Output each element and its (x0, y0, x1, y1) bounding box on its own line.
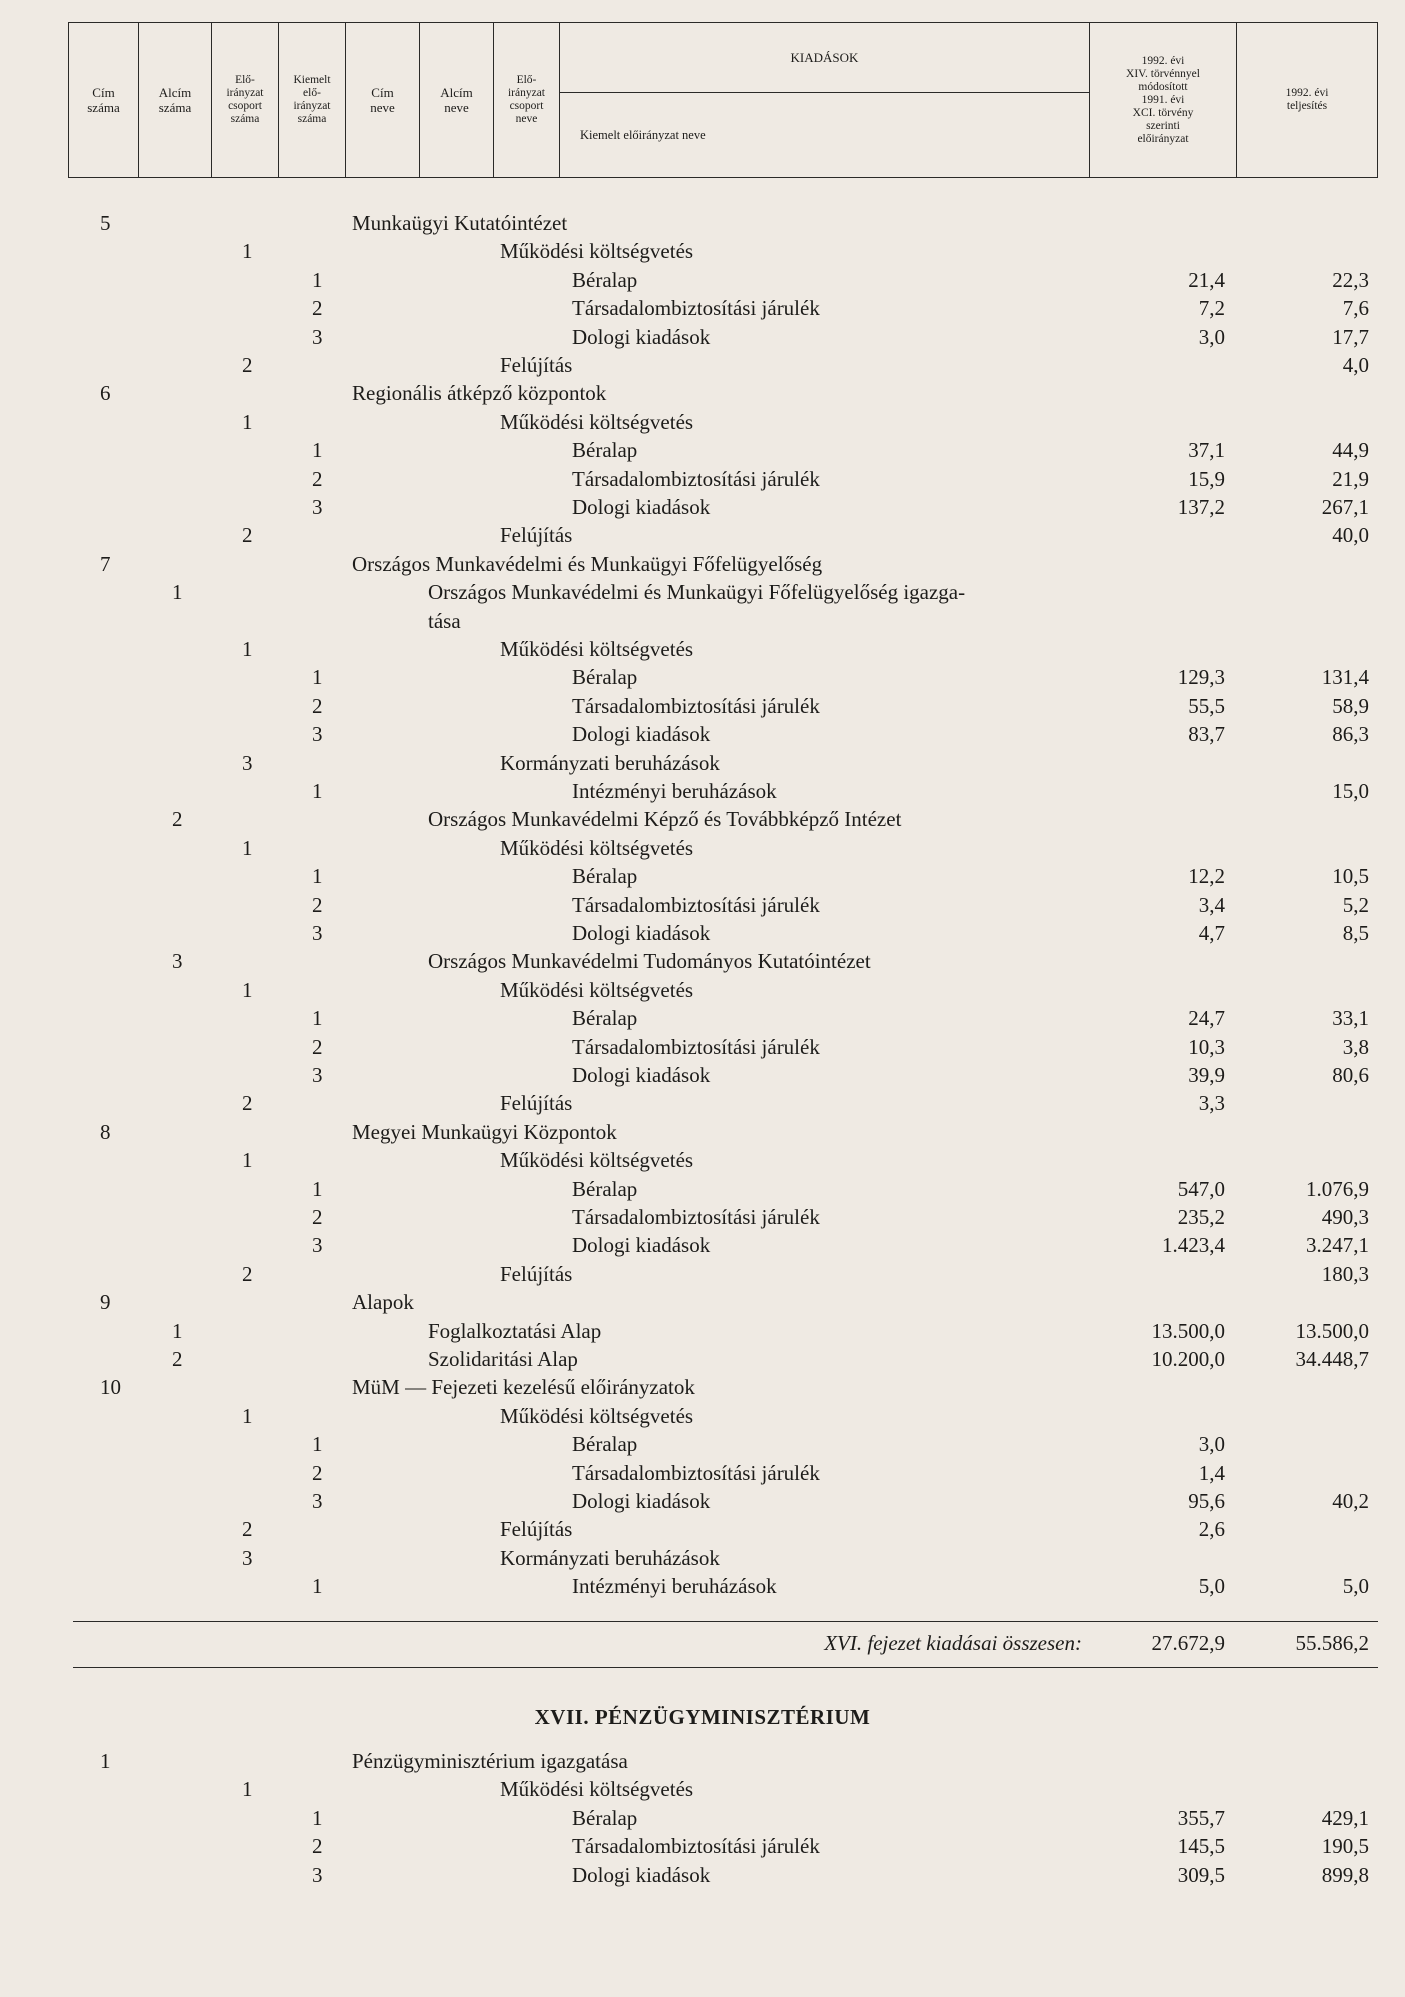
table-row (0, 266, 1405, 294)
row-name: Működési költségvetés (500, 1777, 694, 1802)
table-row (0, 1402, 1405, 1430)
table-row (0, 351, 1405, 379)
table-row (0, 323, 1405, 351)
row-number: 2 (312, 892, 323, 917)
row-eloiranyzat-value: 7,2 (1198, 296, 1225, 321)
table-row (0, 1175, 1405, 1203)
row-name: Dologi kiadások (572, 495, 711, 519)
row-number: 3 (312, 722, 323, 747)
row-teljesites-value: 33,1 (1332, 1006, 1369, 1031)
row-eloiranyzat-value: 24,7 (1188, 1006, 1225, 1031)
row-number: 2 (242, 1091, 253, 1116)
row-number: 8 (100, 1119, 111, 1144)
section-title: XVII. PÉNZÜGYMINISZTÉRIUM (534, 1705, 871, 1729)
row-eloiranyzat-value: 55,5 (1188, 693, 1225, 718)
header-kiemelt-eloiranyzat-neve: Kiemelt előirányzat neve (580, 127, 706, 142)
row-number: 1 (242, 409, 253, 434)
row-number: 3 (312, 324, 323, 349)
row-teljesites-value: 8,5 (1342, 921, 1369, 945)
row-number: 5 (100, 211, 111, 235)
row-teljesites-value: 86,3 (1332, 722, 1369, 747)
header-teljesites: 1992. évi teljesítés (1285, 87, 1329, 112)
row-eloiranyzat-value: 37,1 (1188, 438, 1225, 463)
table-row (0, 1288, 1405, 1316)
table-row (0, 1203, 1405, 1231)
row-number: 2 (242, 353, 253, 377)
row-number: 3 (242, 750, 253, 775)
row-teljesites-value: 490,3 (1321, 1205, 1369, 1229)
row-teljesites-value: 3.247,1 (1306, 1233, 1369, 1258)
header-modositott-eloiranyzat: 1992. évi XIV. törvénnyel módosított 1991. évi XCI. törvény szerinti előirányzat (1089, 23, 1237, 177)
row-number: 2 (172, 1347, 183, 1371)
table-row (0, 578, 1405, 606)
row-name: Kormányzati beruházások (500, 1545, 720, 1570)
table-row (0, 1061, 1405, 1089)
table-row (0, 919, 1405, 947)
row-teljesites-value: 22,3 (1332, 267, 1369, 292)
row-number: 1 (100, 1749, 111, 1773)
row-teljesites-value: 5,0 (1342, 1574, 1369, 1599)
row-number: 1 (242, 1148, 253, 1173)
row-number: 2 (242, 1517, 253, 1542)
row-name: Társadalombiztosítási járulék (572, 892, 820, 917)
table-row (0, 862, 1405, 890)
table-row (0, 294, 1405, 322)
row-name: tása (428, 608, 461, 633)
row-eloiranyzat-value: 10.200,0 (1151, 1347, 1225, 1371)
table-row (0, 777, 1405, 805)
row-number: 1 (312, 665, 323, 690)
row-name: Társadalombiztosítási járulék (572, 1034, 820, 1059)
row-number: 3 (312, 1489, 323, 1513)
table-row (0, 976, 1405, 1004)
row-number: 2 (312, 1834, 323, 1859)
row-name: Béralap (572, 1006, 638, 1031)
table-row (0, 663, 1405, 691)
row-name: Megyei Munkaügyi Központok (352, 1119, 617, 1144)
row-eloiranyzat-value: 1.423,4 (1162, 1233, 1225, 1258)
table-row (0, 720, 1405, 748)
row-eloiranyzat-value: 355,7 (1177, 1805, 1225, 1830)
row-teljesites-value: 13.500,0 (1295, 1318, 1369, 1343)
row-name: Országos Munkavédelmi és Munkaügyi Főfelügyelőség igazga- (428, 580, 966, 605)
row-name: Működési költségvetés (500, 409, 694, 434)
row-name: Működési költségvetés (500, 637, 694, 661)
row-name: Béralap (572, 267, 638, 292)
row-name: Kormányzati beruházások (500, 750, 720, 775)
table-row (0, 692, 1405, 720)
table-row (0, 947, 1405, 975)
row-name: Béralap (572, 1432, 638, 1457)
row-number: 1 (312, 1432, 323, 1457)
table-row (0, 1775, 1405, 1803)
row-name: Társadalombiztosítási járulék (572, 1460, 820, 1485)
total-label: XVI. fejezet kiadásai összesen: (824, 1631, 1082, 1655)
row-eloiranyzat-value: 5,0 (1198, 1574, 1225, 1599)
row-eloiranyzat-value: 145,5 (1177, 1834, 1225, 1859)
table-row (0, 1747, 1405, 1775)
row-eloiranyzat-value: 3,3 (1198, 1091, 1225, 1116)
row-number: 3 (312, 921, 323, 945)
row-teljesites-value: 44,9 (1332, 438, 1369, 463)
row-name: Béralap (572, 1176, 638, 1201)
table-row (0, 1459, 1405, 1487)
row-teljesites-value: 180,3 (1321, 1261, 1369, 1286)
table-row (0, 1033, 1405, 1061)
row-eloiranyzat-value: 3,4 (1198, 892, 1225, 917)
row-number: 9 (100, 1290, 111, 1315)
row-name: Béralap (572, 665, 638, 690)
row-name: Dologi kiadások (572, 1233, 711, 1258)
table-row (0, 805, 1405, 833)
row-number: 1 (312, 1805, 323, 1830)
row-eloiranyzat-value: 547,0 (1177, 1176, 1225, 1201)
row-name: Intézményi beruházások (572, 779, 777, 803)
row-number: 1 (242, 637, 253, 661)
row-number: 1 (312, 1574, 323, 1599)
table-row (0, 1804, 1405, 1832)
table-row (0, 1832, 1405, 1860)
row-name: Dologi kiadások (572, 1862, 711, 1887)
row-number: 3 (242, 1545, 253, 1570)
table-row (0, 465, 1405, 493)
row-name: Felújítás (500, 1517, 573, 1542)
row-number: 3 (312, 1063, 323, 1087)
table-row (0, 891, 1405, 919)
row-eloiranyzat-value: 10,3 (1188, 1034, 1225, 1059)
row-eloiranyzat-value: 15,9 (1188, 466, 1225, 491)
row-name: Regionális átképző központok (352, 381, 607, 406)
row-number: 1 (172, 1318, 183, 1343)
table-row (0, 521, 1405, 549)
row-number: 2 (312, 693, 323, 718)
table-row (0, 1515, 1405, 1543)
row-teljesites-value: 21,9 (1332, 466, 1369, 491)
row-name: MüM — Fejezeti kezelésű előirányzatok (352, 1375, 695, 1400)
row-number: 1 (242, 1403, 253, 1428)
row-teljesites-value: 4,0 (1342, 353, 1369, 377)
header-cim-neve: Cím neve (346, 23, 420, 177)
total-v1: 27.672,9 (1151, 1631, 1225, 1655)
row-eloiranyzat-value: 2,6 (1198, 1517, 1225, 1542)
row-teljesites-value: 429,1 (1321, 1805, 1369, 1830)
header-eloiranyzat-csoport-neve: Elő- irányzat csoport neve (494, 23, 560, 177)
row-teljesites-value: 40,2 (1332, 1489, 1369, 1513)
row-name: Működési költségvetés (500, 1148, 694, 1173)
row-name: Társadalombiztosítási járulék (572, 1205, 820, 1229)
table-row (0, 834, 1405, 862)
table-row (0, 607, 1405, 635)
row-name: Működési költségvetés (500, 835, 694, 860)
table-row (0, 436, 1405, 464)
row-eloiranyzat-value: 129,3 (1177, 665, 1225, 690)
row-number: 1 (312, 1006, 323, 1031)
table-row (0, 1317, 1405, 1345)
row-number: 1 (312, 1176, 323, 1201)
row-eloiranyzat-value: 83,7 (1188, 722, 1225, 747)
row-eloiranyzat-value: 95,6 (1188, 1489, 1225, 1513)
table-row (0, 1004, 1405, 1032)
row-name: Dologi kiadások (572, 722, 711, 747)
row-teljesites-value: 80,6 (1332, 1063, 1369, 1087)
row-number: 3 (312, 495, 323, 519)
table-row (0, 1861, 1405, 1889)
row-teljesites-value: 58,9 (1332, 693, 1369, 718)
row-eloiranyzat-value: 21,4 (1188, 267, 1225, 292)
table-row (0, 1118, 1405, 1146)
row-name: Dologi kiadások (572, 324, 711, 349)
table-row (0, 1430, 1405, 1458)
row-number: 2 (312, 1460, 323, 1485)
row-teljesites-value: 17,7 (1332, 324, 1369, 349)
header-cim-szama: Cím száma (69, 23, 139, 177)
row-name: Országos Munkavédelmi Tudományos Kutatóintézet (428, 949, 871, 974)
table-row (0, 493, 1405, 521)
total-rule-top (73, 1621, 1378, 1622)
row-name: Béralap (572, 438, 638, 463)
row-teljesites-value: 34.448,7 (1295, 1347, 1369, 1371)
table-row (0, 1487, 1405, 1515)
row-eloiranyzat-value: 235,2 (1177, 1205, 1225, 1229)
row-number: 2 (172, 807, 183, 832)
row-number: 10 (100, 1375, 121, 1400)
row-name: Munkaügyi Kutatóintézet (352, 211, 568, 235)
table-row (0, 1231, 1405, 1259)
row-teljesites-value: 5,2 (1342, 892, 1369, 917)
row-number: 1 (242, 1777, 253, 1802)
row-teljesites-value: 899,8 (1321, 1862, 1369, 1887)
row-number: 1 (242, 835, 253, 860)
row-eloiranyzat-value: 309,5 (1177, 1862, 1225, 1887)
row-eloiranyzat-value: 39,9 (1188, 1063, 1225, 1087)
table-header (68, 22, 1378, 178)
row-name: Társadalombiztosítási járulék (572, 296, 820, 321)
table-row (0, 1260, 1405, 1288)
row-number: 3 (312, 1233, 323, 1258)
row-teljesites-value: 190,5 (1321, 1834, 1369, 1859)
table-row (0, 1544, 1405, 1572)
row-name: Országos Munkavédelmi Képző és Továbbképző Intézet (428, 807, 902, 832)
row-teljesites-value: 7,6 (1342, 296, 1369, 321)
row-number: 1 (242, 977, 253, 1002)
row-number: 3 (312, 1862, 323, 1887)
row-name: Felújítás (500, 353, 573, 377)
header-alcim-szama: Alcím száma (139, 23, 212, 177)
row-name: Dologi kiadások (572, 1063, 711, 1087)
table-row (0, 635, 1405, 663)
row-number: 1 (312, 779, 323, 803)
table-row (0, 209, 1405, 237)
row-name: Társadalombiztosítási járulék (572, 1834, 820, 1859)
row-teljesites-value: 10,5 (1332, 864, 1369, 889)
row-eloiranyzat-value: 12,2 (1188, 864, 1225, 889)
table-row (0, 408, 1405, 436)
row-name: Alapok (352, 1290, 414, 1315)
row-teljesites-value: 40,0 (1332, 523, 1369, 548)
total-rule-bottom (73, 1667, 1378, 1668)
row-number: 1 (312, 864, 323, 889)
row-name: Béralap (572, 1805, 638, 1830)
table-row (0, 1146, 1405, 1174)
row-number: 6 (100, 381, 111, 406)
table-row (0, 1373, 1405, 1401)
row-name: Szolidaritási Alap (428, 1347, 578, 1371)
row-number: 2 (312, 466, 323, 491)
row-name: Felújítás (500, 523, 573, 548)
row-eloiranyzat-value: 3,0 (1198, 1432, 1225, 1457)
row-number: 1 (242, 239, 253, 264)
table-row (0, 379, 1405, 407)
row-number: 2 (312, 296, 323, 321)
row-eloiranyzat-value: 137,2 (1177, 495, 1225, 519)
row-number: 2 (242, 523, 253, 548)
row-number: 2 (242, 1261, 253, 1286)
table-row (0, 550, 1405, 578)
table-row (0, 237, 1405, 265)
row-name: Dologi kiadások (572, 921, 711, 945)
row-eloiranyzat-value: 3,0 (1198, 324, 1225, 349)
row-number: 3 (172, 949, 183, 974)
row-name: Felújítás (500, 1261, 573, 1286)
row-eloiranyzat-value: 13.500,0 (1151, 1318, 1225, 1343)
row-name: Felújítás (500, 1091, 573, 1116)
row-teljesites-value: 1.076,9 (1306, 1176, 1369, 1201)
row-teljesites-value: 267,1 (1321, 495, 1369, 519)
row-name: Intézményi beruházások (572, 1574, 777, 1599)
row-name: Országos Munkavédelmi és Munkaügyi Főfelügyelőség (352, 551, 823, 576)
table-row (0, 1345, 1405, 1373)
header-alcim-neve: Alcím neve (420, 23, 494, 177)
row-teljesites-value: 15,0 (1332, 779, 1369, 803)
header-kiadasok: KIADÁSOK (560, 23, 1089, 93)
row-name: Működési költségvetés (500, 1403, 694, 1428)
row-eloiranyzat-value: 4,7 (1198, 921, 1225, 945)
row-number: 1 (312, 267, 323, 292)
row-name: Társadalombiztosítási járulék (572, 466, 820, 491)
row-teljesites-value: 131,4 (1321, 665, 1369, 690)
row-name: Társadalombiztosítási járulék (572, 693, 820, 718)
row-name: Foglalkoztatási Alap (428, 1318, 602, 1343)
table-row (0, 1089, 1405, 1117)
row-number: 2 (312, 1205, 323, 1229)
header-kiemelt-eloiranyzat-szama: Kiemelt elő- irányzat száma (279, 23, 346, 177)
row-name: Működési költségvetés (500, 977, 694, 1002)
table-row (0, 1572, 1405, 1600)
table-row (0, 749, 1405, 777)
row-number: 2 (312, 1034, 323, 1059)
total-v2: 55.586,2 (1295, 1631, 1369, 1655)
row-name: Dologi kiadások (572, 1489, 711, 1513)
row-eloiranyzat-value: 1,4 (1198, 1460, 1225, 1485)
row-number: 1 (172, 580, 183, 605)
total-row (0, 1628, 1405, 1658)
row-name: Működési költségvetés (500, 239, 694, 264)
row-name: Béralap (572, 864, 638, 889)
row-number: 7 (100, 551, 111, 576)
row-teljesites-value: 3,8 (1342, 1034, 1369, 1059)
row-number: 1 (312, 438, 323, 463)
row-name: Pénzügyminisztérium igazgatása (352, 1749, 628, 1773)
header-eloiranyzat-csoport-szama: Elő- irányzat csoport száma (212, 23, 279, 177)
